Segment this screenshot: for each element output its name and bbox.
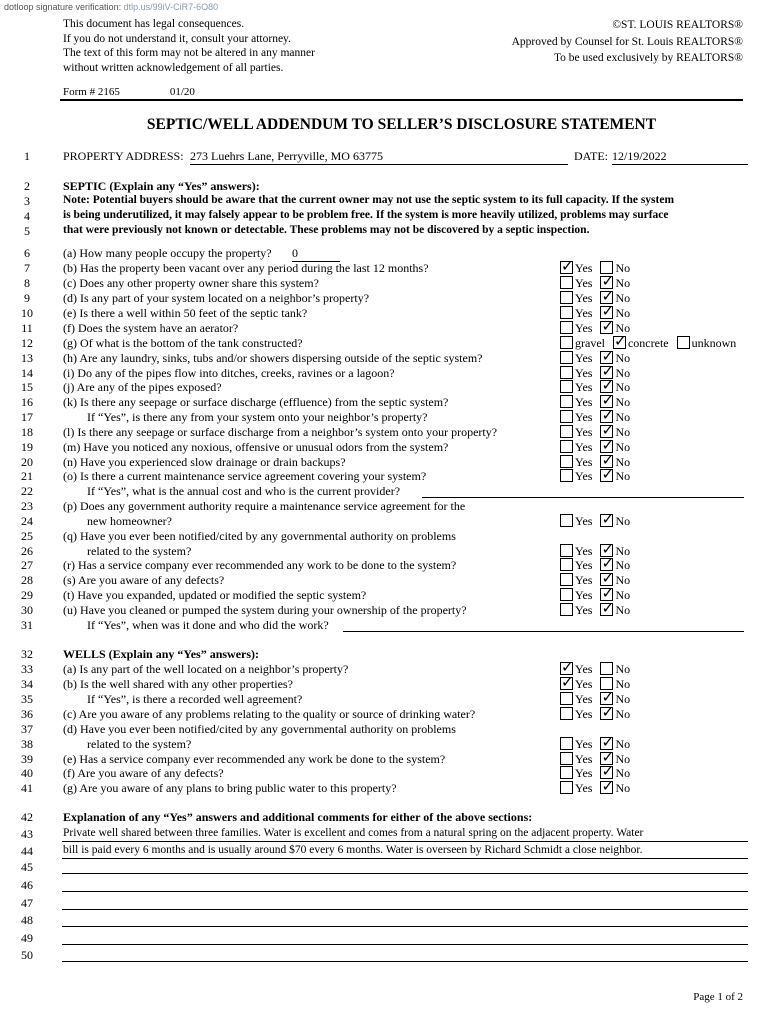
yes-label: Yes — [575, 573, 593, 587]
question-label: related to the system? — [87, 737, 192, 751]
question-text — [63, 425, 497, 440]
yes-label: Yes — [575, 455, 593, 469]
question-text — [63, 380, 222, 395]
question-text — [63, 469, 426, 484]
yes-no-answer — [560, 276, 630, 291]
no-label: No — [615, 662, 631, 676]
yes-checkbox[interactable] — [560, 440, 573, 453]
no-label: No — [615, 514, 631, 528]
line-number: 18 — [21, 425, 33, 439]
line-number: 3 — [24, 194, 30, 208]
question-label: If “Yes”, what is the annual cost and who is the current provider? — [87, 484, 401, 498]
no-label: No — [615, 366, 631, 380]
line-number: 31 — [21, 618, 33, 632]
question-text — [63, 499, 465, 514]
no-label: No — [615, 752, 631, 766]
no-label: No — [615, 440, 631, 454]
yes-label: Yes — [575, 544, 593, 558]
yes-no-answer — [560, 410, 630, 425]
line-number: 41 — [21, 781, 33, 795]
line-number: 15 — [21, 380, 33, 394]
question-label: (b) Is the well shared with any other properties? — [63, 677, 293, 691]
yes-label: Yes — [575, 766, 593, 780]
question-label: (r) Has a service company ever recommended any work to be done to the system? — [63, 558, 457, 572]
line-number: 48 — [21, 913, 33, 927]
line-number: 44 — [21, 844, 33, 858]
question-label: (g) Are you aware of any plans to bring public water to this property? — [63, 781, 397, 795]
yes-no-answer — [560, 737, 630, 752]
explanation-blank-line[interactable] — [62, 961, 748, 962]
question-label: (l) Is there any seepage or surface discharge from a neighbor’s system onto your property? — [63, 425, 498, 439]
question-label: If “Yes”, when was it done and who did the work? — [87, 618, 329, 632]
question-text — [63, 588, 366, 603]
question-label: (f) Are you aware of any defects? — [63, 766, 224, 780]
maintenance-provider-field[interactable] — [422, 497, 744, 498]
property-address-field[interactable]: 273 Luehrs Lane, Perryville, MO 63775 — [190, 149, 568, 165]
line-number: 45 — [21, 860, 33, 874]
yes-label: Yes — [575, 276, 593, 290]
date-field[interactable]: 12/19/2022 — [612, 149, 748, 165]
question-label: new homeowner? — [87, 514, 172, 528]
line-number: 26 — [21, 544, 33, 558]
question-text — [63, 410, 428, 425]
no-label: No — [615, 707, 631, 721]
line-number: 37 — [21, 722, 33, 736]
yes-checkbox[interactable] — [560, 469, 573, 482]
question-label: (o) Is there a current maintenance service agreement covering your system? — [63, 469, 427, 483]
question-label: (b) Has the property been vacant over any period during the last 12 months? — [63, 261, 429, 275]
question-text — [63, 692, 302, 707]
line-number: 17 — [21, 410, 33, 424]
explanation-blank-line[interactable] — [62, 891, 748, 892]
question-text — [63, 484, 400, 499]
line-number: 49 — [21, 931, 33, 945]
occupants-field[interactable]: 0 — [292, 246, 340, 262]
unknown-label: unknown — [691, 336, 737, 350]
legal-notice: This document has legal consequences. If you do not understand it, consult your attorney. The text of this form may not be altered in any manner without written acknowledgement of all parties. — [63, 18, 315, 74]
question-label: (n) Have you experienced slow drainage or drain backups? — [63, 455, 346, 469]
question-text — [63, 179, 260, 194]
explanation-blank-line[interactable] — [62, 944, 748, 945]
yes-label: Yes — [575, 558, 593, 572]
no-checkbox[interactable] — [600, 321, 613, 334]
yes-checkbox[interactable] — [560, 544, 573, 557]
yes-no-answer — [560, 469, 630, 484]
question-label: (p) Does any government authority require a maintenance service agreement for the — [63, 499, 466, 513]
yes-label: Yes — [575, 380, 593, 394]
question-label: (m) Have you noticed any noxious, offensive or unusual odors from the system? — [63, 440, 449, 454]
explanation-underline[interactable] — [62, 858, 748, 859]
yes-checkbox[interactable] — [560, 306, 573, 319]
yes-label: Yes — [575, 692, 593, 706]
line-number: 1 — [24, 149, 30, 163]
question-text — [63, 558, 456, 573]
yes-checkbox[interactable] — [560, 588, 573, 601]
yes-label: Yes — [575, 737, 593, 751]
no-label: No — [615, 573, 631, 587]
line-number: 9 — [24, 291, 30, 305]
yes-no-answer — [560, 677, 630, 692]
line-number: 46 — [21, 878, 33, 892]
yes-no-answer — [560, 588, 630, 603]
question-text — [63, 529, 456, 544]
question-text — [63, 209, 669, 221]
yes-label: Yes — [575, 321, 593, 335]
question-label: If “Yes”, is there any from your system onto your neighbor’s property? — [87, 410, 428, 424]
question-label: (i) Do any of the pipes flow into ditches, creeks, ravines or a lagoon? — [63, 366, 395, 380]
dotloop-verification: dotloop signature verification: dtlp.us/99iV-CiR7-6O80 — [4, 2, 219, 12]
question-text — [63, 440, 448, 455]
line-number: 38 — [21, 737, 33, 751]
question-text — [63, 647, 259, 662]
yes-checkbox[interactable] — [560, 276, 573, 289]
line-number: 12 — [21, 336, 33, 350]
realtor-notice: ©ST. LOUIS REALTORS® Approved by Counsel for St. Louis REALTORS® To be used exclusively by REALTORS® — [511, 19, 743, 64]
yes-checkbox[interactable] — [560, 425, 573, 438]
question-label: Explanation of any “Yes” answers and additional comments for either of the above sections — [63, 810, 529, 824]
property-address-label: PROPERTY ADDRESS: — [63, 149, 184, 163]
question-text — [63, 662, 348, 677]
question-text — [63, 194, 674, 206]
question-text — [63, 573, 224, 588]
no-label: No — [615, 261, 631, 275]
line-number: 29 — [21, 588, 33, 602]
question-text — [63, 321, 238, 336]
yes-checkbox[interactable] — [560, 351, 573, 364]
question-label: (j) Are any of the pipes exposed? — [63, 380, 222, 394]
colon: : — [528, 810, 533, 824]
no-label: No — [615, 410, 631, 424]
yes-label: Yes — [575, 752, 593, 766]
question-label: (c) Does any other property owner share this system? — [63, 276, 319, 290]
gravel-label: gravel — [575, 336, 605, 350]
line-number: 20 — [21, 455, 33, 469]
line-number: 50 — [21, 948, 33, 962]
no-checkbox[interactable] — [600, 469, 613, 482]
question-label: (f) Does the system have an aerator? — [63, 321, 239, 335]
question-label: that were previously not known or detectable. These problems may not be discovered by a septic inspection. — [63, 224, 590, 236]
line-number: 24 — [21, 514, 33, 528]
yes-no-answer — [560, 351, 630, 366]
question-text — [63, 246, 272, 261]
yes-label: Yes — [575, 366, 593, 380]
yes-no-answer — [560, 261, 630, 276]
question-text — [63, 810, 532, 825]
question-text — [63, 781, 397, 796]
yes-checkbox[interactable] — [560, 558, 573, 571]
yes-no-answer — [560, 544, 630, 559]
concrete-checkbox[interactable] — [613, 336, 626, 349]
question-text — [63, 514, 172, 529]
yes-label: Yes — [575, 662, 593, 676]
no-label: No — [615, 351, 631, 365]
no-label: No — [615, 321, 631, 335]
explanation-blank-line[interactable] — [62, 873, 748, 874]
question-text — [63, 677, 293, 692]
yes-no-answer — [560, 781, 630, 796]
line-number: 16 — [21, 395, 33, 409]
line-number: 13 — [21, 351, 33, 365]
yes-checkbox[interactable] — [560, 707, 573, 720]
page-number: Page 1 of 2 — [693, 991, 743, 1003]
yes-checkbox[interactable] — [560, 677, 573, 690]
line-number: 43 — [21, 827, 33, 841]
line-number: 4 — [24, 209, 30, 223]
line-number: 19 — [21, 440, 33, 454]
yes-checkbox[interactable] — [560, 781, 573, 794]
yes-no-answer — [560, 558, 630, 573]
no-label: No — [615, 425, 631, 439]
yes-label: Yes — [575, 588, 593, 602]
question-text — [63, 351, 482, 366]
question-text — [63, 603, 467, 618]
yes-label: Yes — [575, 410, 593, 424]
question-label: (u) Have you cleaned or pumped the system during your ownership of the property? — [63, 603, 467, 617]
no-label: No — [615, 455, 631, 469]
line-number: 27 — [21, 558, 33, 572]
property-address-row — [63, 149, 184, 164]
yes-no-answer — [560, 425, 630, 440]
yes-checkbox[interactable] — [560, 291, 573, 304]
yes-checkbox[interactable] — [560, 603, 573, 616]
question-label: (a) Is any part of the well located on a neighbor’s property? — [63, 662, 349, 676]
yes-no-answer — [560, 707, 630, 722]
question-label: Note: Potential buyers should be aware that the current owner may not use the septic system to its full capacity. If the system — [63, 194, 675, 206]
line-number: 32 — [21, 647, 33, 661]
yes-no-answer — [560, 440, 630, 455]
header-rule — [60, 99, 743, 101]
question-text — [63, 336, 303, 351]
yes-no-answer — [560, 395, 630, 410]
yes-checkbox[interactable] — [560, 737, 573, 750]
line-number: 36 — [21, 707, 33, 721]
no-checkbox[interactable] — [600, 707, 613, 720]
no-label: No — [615, 603, 631, 617]
form-number: Form # 2165 01/20 — [63, 86, 195, 98]
no-label: No — [615, 558, 631, 572]
yes-no-answer — [560, 573, 630, 588]
yes-label: Yes — [575, 677, 593, 691]
line-number: 34 — [21, 677, 33, 691]
yes-label: Yes — [575, 291, 593, 305]
yes-checkbox[interactable] — [560, 455, 573, 468]
line-number: 35 — [21, 692, 33, 706]
yes-no-answer — [560, 380, 630, 395]
no-checkbox[interactable] — [600, 603, 613, 616]
question-text — [63, 261, 429, 276]
no-label: No — [615, 469, 631, 483]
question-label: WELLS (Explain any “Yes” answers): — [63, 647, 260, 661]
explanation-line[interactable]: bill is paid every 6 months and is usually around $70 every 6 months. Water is overseen by Richard Schmidt a close neighbor. — [63, 844, 643, 856]
no-checkbox[interactable] — [600, 781, 613, 794]
no-label: No — [615, 395, 631, 409]
line-number: 2 — [24, 179, 30, 193]
question-label: related to the system? — [87, 544, 192, 558]
question-text — [63, 752, 445, 767]
yes-label: Yes — [575, 603, 593, 617]
line-number: 33 — [21, 662, 33, 676]
yes-no-answer — [560, 455, 630, 470]
no-label: No — [615, 781, 631, 795]
question-label: (d) Have you ever been notified/cited by any governmental authority on problems — [63, 722, 456, 736]
no-label: No — [615, 306, 631, 320]
line-number: 14 — [21, 366, 33, 380]
question-text — [63, 766, 224, 781]
unknown-checkbox[interactable] — [677, 336, 690, 349]
question-label: is being underutilized, it may falsely appear to be problem free. If the system is more heavily utilized, problems may surface — [63, 209, 669, 221]
yes-no-answer — [560, 603, 630, 618]
question-label: (d) Is any part of your system located on a neighbor’s property? — [63, 291, 370, 305]
yes-checkbox[interactable] — [560, 395, 573, 408]
question-text — [63, 455, 346, 470]
yes-no-answer — [560, 692, 630, 707]
question-text — [63, 291, 369, 306]
question-label: (e) Has a service company ever recommended any work be done to the system? — [63, 752, 446, 766]
no-label: No — [615, 588, 631, 602]
yes-checkbox[interactable] — [560, 410, 573, 423]
question-text — [63, 544, 191, 559]
line-number: 22 — [21, 484, 33, 498]
question-text — [63, 722, 456, 737]
line-number: 42 — [21, 810, 33, 824]
form-date: 01/20 — [169, 86, 195, 98]
no-label: No — [615, 544, 631, 558]
no-label: No — [615, 276, 631, 290]
line-number: 23 — [21, 499, 33, 513]
yes-checkbox[interactable] — [560, 380, 573, 393]
question-label: (c) Are you aware of any problems relating to the quality or source of drinking water? — [63, 707, 476, 721]
question-text — [63, 618, 329, 633]
no-label: No — [615, 692, 631, 706]
no-checkbox[interactable] — [600, 662, 613, 675]
question-text — [63, 395, 448, 410]
line-number: 40 — [21, 766, 33, 780]
concrete-label: concrete — [627, 336, 669, 350]
yes-label: Yes — [575, 261, 593, 275]
line-number: 25 — [21, 529, 33, 543]
yes-label: Yes — [575, 707, 593, 721]
document-title: SEPTIC/WELL ADDENDUM TO SELLER’S DISCLOSURE STATEMENT — [146, 116, 657, 133]
line-number: 21 — [21, 469, 33, 483]
yes-no-answer — [560, 514, 630, 529]
line-number: 11 — [21, 321, 33, 335]
question-label: (q) Have you ever been notified/cited by any governmental authority on problems — [63, 529, 456, 543]
line-number: 6 — [24, 246, 30, 260]
yes-label: Yes — [575, 514, 593, 528]
no-label: No — [615, 737, 631, 751]
question-label: (s) Are you aware of any defects? — [63, 573, 225, 587]
yes-checkbox[interactable] — [560, 514, 573, 527]
line-number: 28 — [21, 573, 33, 587]
no-label: No — [615, 291, 631, 305]
yes-label: Yes — [575, 306, 593, 320]
pumping-details-field[interactable] — [343, 631, 744, 632]
yes-no-answer — [560, 306, 630, 321]
line-number: 5 — [24, 224, 30, 238]
line-number: 8 — [24, 276, 30, 290]
tank-material-options — [560, 336, 744, 351]
gravel-checkbox[interactable] — [560, 336, 573, 349]
yes-checkbox[interactable] — [560, 573, 573, 586]
question-text — [63, 707, 475, 722]
question-label: (g) Of what is the bottom of the tank constructed? — [63, 336, 303, 350]
explanation-blank-line[interactable] — [62, 926, 748, 927]
line-number: 10 — [21, 306, 33, 320]
line-number: 30 — [21, 603, 33, 617]
no-label: No — [615, 380, 631, 394]
question-text — [63, 224, 589, 236]
yes-checkbox[interactable] — [560, 261, 573, 274]
question-label: (a) How many people occupy the property? — [63, 246, 272, 260]
question-label: (t) Have you expanded, updated or modified the septic system? — [63, 588, 367, 602]
verification-id[interactable]: dtlp.us/99iV-CiR7-6O80 — [123, 2, 219, 12]
yes-no-answer — [560, 366, 630, 381]
question-text — [63, 366, 395, 381]
yes-no-answer — [560, 291, 630, 306]
explanation-blank-line[interactable] — [62, 909, 748, 910]
yes-label: Yes — [575, 351, 593, 365]
question-text — [63, 737, 191, 752]
question-label: (k) Is there any seepage or surface discharge (effluence) from the septic system? — [63, 395, 449, 409]
explanation-underline[interactable] — [62, 841, 748, 842]
question-label: SEPTIC (Explain any “Yes” answers): — [63, 179, 260, 193]
yes-label: Yes — [575, 469, 593, 483]
question-label: (h) Are any laundry, sinks, tubs and/or showers dispersing outside of the septic system? — [63, 351, 483, 365]
date-label: DATE: — [574, 149, 608, 163]
line-number: 47 — [21, 896, 33, 910]
yes-label: Yes — [575, 425, 593, 439]
yes-label: Yes — [575, 781, 593, 795]
yes-checkbox[interactable] — [560, 366, 573, 379]
question-text — [63, 276, 319, 291]
line-number: 7 — [24, 261, 30, 275]
no-label: No — [615, 677, 631, 691]
explanation-line[interactable]: Private well shared between three families. Water is excellent and comes from a natural spring on the adjacent property. Water — [63, 827, 644, 839]
yes-checkbox[interactable] — [560, 752, 573, 765]
question-text — [63, 306, 307, 321]
question-label: (e) Is there a well within 50 feet of the septic tank? — [63, 306, 308, 320]
yes-label: Yes — [575, 440, 593, 454]
no-label: No — [615, 766, 631, 780]
yes-checkbox[interactable] — [560, 692, 573, 705]
yes-no-answer — [560, 766, 630, 781]
line-number: 39 — [21, 752, 33, 766]
question-label: If “Yes”, is there a recorded well agreement? — [87, 692, 303, 706]
no-checkbox[interactable] — [600, 514, 613, 527]
yes-no-answer — [560, 752, 630, 767]
yes-checkbox[interactable] — [560, 321, 573, 334]
yes-checkbox[interactable] — [560, 766, 573, 779]
yes-label: Yes — [575, 395, 593, 409]
